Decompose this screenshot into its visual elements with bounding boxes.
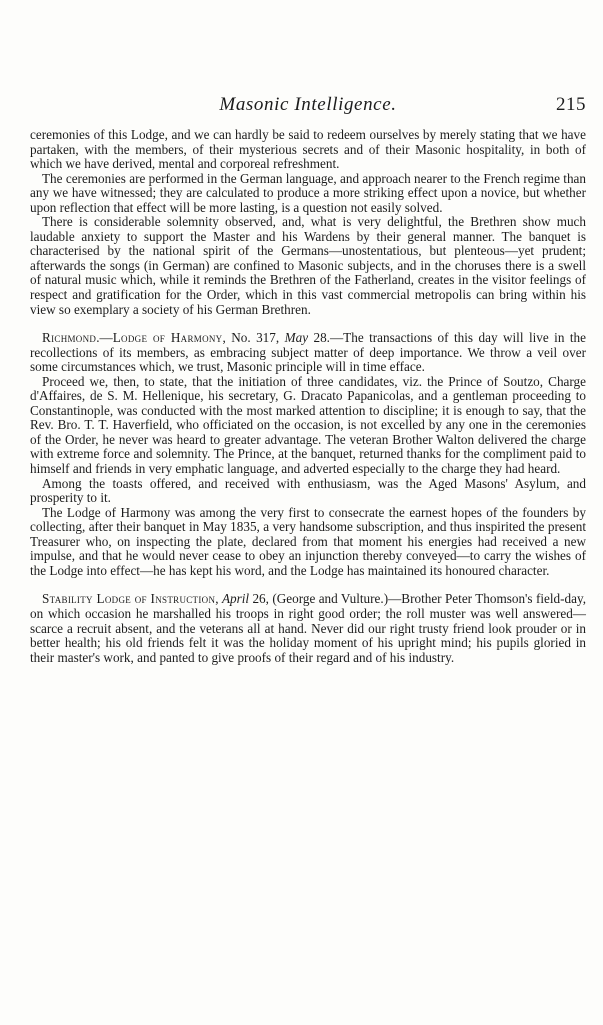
section-stability bbox=[30, 592, 586, 665]
paragraph-initiation: Proceed we, then, to state, that the initiation of three candidates, viz. the Prince of Soutzo, Charge d'Affaires, de S. M. Hellenique, his secretary, G. Dracato Papanicolas, and a gentleman proceeding to Constantinople, was conducted with the most marked attention to discipline; it is enough to say, that the Rev. Bro. T. T. Haverfield, who officiated on the occasion, is not excelled by any one in the ceremonies of the Order, he never was heard to greater advantage. The veteran Brother Walton delivered the charge with extreme force and solemnity. The Prince, at the banquet, returned thanks for the compliment paid to himself and friends in very emphatic language, and adverted especially to the charge they had heard. bbox=[30, 373, 586, 477]
section-date-day: 26, (George and Vulture.) bbox=[249, 591, 389, 607]
running-header bbox=[30, 94, 586, 118]
section-text: —Brother Peter Thomson's field-day, on which occasion he marshalled his troops in right good order; the roll muster was well answered—scarce a recruit absent, and the veterans all at hand. Never did our right trusty friend look prouder or in better health; his old friends felt it was the holiday moment of his upright mind; his pupils gloried in their master's work, and panted to give proofs of their regard and of his industry. bbox=[30, 591, 586, 665]
section-lodge-name: Stability Lodge of Instruction bbox=[42, 591, 216, 607]
section-text: —The transactions of this day will live in the recollections of its members, as embracing subject matter of deep importance. We throw a veil over some circumstances which, we trust, Masonic principle will in time efface. bbox=[30, 330, 586, 375]
paragraph-solemnity: There is considerable solemnity observed, and, what is very delightful, the Brethren show much laudable anxiety to support the Master and his Wardens by their general manner. The banquet is characterised by the national spirit of the Germans—unostentatious, but plenteous—yet prudent; afterwards the songs (in German) are confined to Masonic subjects, and in the choruses there is a swell of natural music which, while it reminds the Brethren of the Fatherland, creates in the visitor feelings of respect and gratification for the Order, which in this vast commercial metropolis can bring within his view so exemplary a society of his German Brethren. bbox=[30, 214, 586, 317]
paragraph-ceremonies: The ceremonies are performed in the German language, and approach nearer to the French regime than any we have witnessed; they are calculated to produce a more striking effect upon a novice, but whether upon reflection that effect will be more lasting, is a question not easily solved. bbox=[30, 170, 586, 215]
section-richmond: Richmond.—Lodge of Harmony, No. 317, May 28.—The transactions of this day will live in the recollections of its members, as embracing subject matter of deep importance. We throw a veil over some circumstances which, we trust, Masonic principle will in time efface. bbox=[30, 330, 586, 375]
page-title: Masonic Intelligence. bbox=[219, 94, 397, 115]
section-date-day: 28. bbox=[308, 330, 330, 346]
section-comma: , bbox=[215, 591, 222, 607]
paragraph-continued: ceremonies of this Lodge, and we can hardly be said to redeem ourselves by merely stating that we have partaken, with the members, of their mysterious secrets and of their Masonic hospitality, in both of which we have derived, mental and corporeal refreshment. bbox=[30, 127, 586, 172]
paragraph-toasts: Among the toasts offered, and received with enthusiasm, was the Aged Masons' Asylum, and prosperity to it. bbox=[30, 475, 586, 506]
page-number: 215 bbox=[556, 94, 586, 115]
page-body bbox=[30, 128, 586, 665]
section-date-month: May bbox=[284, 330, 309, 346]
paragraph-lodge-of-harmony: The Lodge of Harmony was among the very first to consecrate the earnest hopes of the founders by collecting, after their banquet in May 1835, a very handsome subscription, and thus inspirited the present Treasurer who, on inspecting the plate, declared from that moment his energies had received a new impulse, and that he would never cease to obey an injunction thereby conveyed—to carry the wishes of the Lodge into effect—he has kept his word, and the Lodge has maintained its honoured character. bbox=[30, 504, 586, 578]
section-lodge-number: , No. 317, bbox=[222, 330, 285, 346]
section-lodge-name: Lodge of Harmony bbox=[112, 330, 223, 346]
section-place: Richmond bbox=[42, 330, 97, 346]
section-date-month: April bbox=[221, 591, 250, 607]
